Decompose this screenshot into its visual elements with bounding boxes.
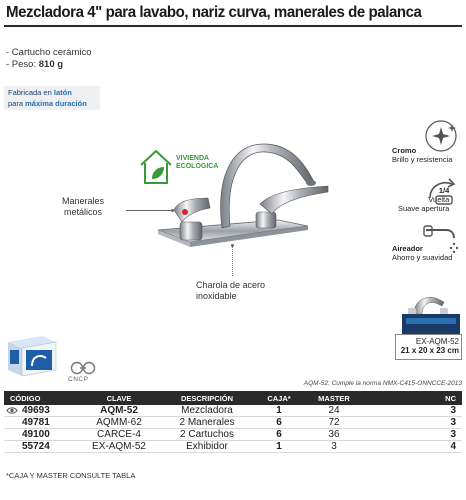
col-master: MASTER [304,391,364,405]
row-key: CARCE-4 [78,429,160,441]
row-code: 55724 [4,441,78,453]
handles-leader-dot [171,209,174,212]
row-code: 49781 [4,417,78,429]
table-row [4,405,462,417]
plate-leader-dot [231,244,234,247]
table-row [4,417,462,429]
row-description: Mezcladora [160,405,254,417]
row-nc: 4 [364,441,462,453]
row-description: 2 Cartuchos [160,429,254,441]
table-row [4,441,462,453]
handles-leader-line [126,210,172,211]
row-master: 3 [304,441,364,453]
row-key: AQMM-62 [78,417,160,429]
col-description: DESCRIPCIÓN [160,391,254,405]
display-code: EX-AQM-52 [415,337,459,346]
row-box: 1 [254,405,304,417]
row-master: 24 [304,405,364,417]
row-master: 36 [304,429,364,441]
product-specs [6,47,92,71]
row-nc: 3 [364,405,462,417]
row-box: 1 [254,441,304,453]
feature-chrome: Cromo Brillo y resistencia [392,146,453,164]
footnote: *CAJA Y MASTER CONSULTE TABLA [6,471,136,480]
display-size: 21 x 20 x 23 cm [400,346,459,355]
row-key: AQM-52 [78,405,160,417]
sparkle-icon [420,118,462,154]
material-note: Fabricada en latón para máxima duración [4,86,100,110]
display-stand-image [400,292,462,336]
product-table [4,391,462,453]
plate-leader-line [232,246,233,276]
table-row [4,429,462,441]
cncp-logo: CNCP [64,360,104,386]
row-key: EX-AQM-52 [78,441,160,453]
title-divider [4,25,462,27]
row-code: 49100 [4,429,78,441]
eco-badge-line2: ECOLÓGICA [176,163,219,170]
row-code: 49693 [22,405,50,416]
row-master: 72 [304,417,364,429]
row-nc: 3 [364,417,462,429]
eco-badge-line1: VIVIENDA [176,155,210,162]
handles-callout: Manerales metálicos [62,196,105,217]
row-box: 6 [254,429,304,441]
col-code: CÓDIGO [4,391,78,405]
weight-value: 810 g [38,59,64,70]
col-nc: NC [364,391,462,405]
plate-callout: Charola de acero inoxidable [196,280,266,301]
display-info [395,334,462,360]
col-box: CAJA* [254,391,304,405]
table-header-row [4,391,462,405]
row-description: Exhibidor [160,441,254,453]
eye-icon [6,406,18,415]
spec-weight: - Peso: 810 g [6,59,64,70]
product-title: Mezcladora 4" para lavabo, nariz curva, manerales de palanca [6,4,422,21]
packaging-box-image [6,332,58,378]
col-key: CLAVE [78,391,160,405]
norm-note: AQM-52: Cumple la norma NMX-C415-ONNCCE-2013 [303,380,462,387]
faucet-image [138,142,338,262]
aerator-icon [422,220,462,256]
rotation-icon [422,174,462,212]
feature-aerator: Aireador Ahorro y suavidad [392,244,453,262]
spec-cartridge: - Cartucho cerámico [6,47,92,58]
row-box: 6 [254,417,304,429]
row-description: 2 Manerales [160,417,254,429]
certification-icon [70,360,96,376]
row-nc: 3 [364,429,462,441]
feature-quarter-turn: 1/4 Vuelta Suave apertura [398,186,450,213]
